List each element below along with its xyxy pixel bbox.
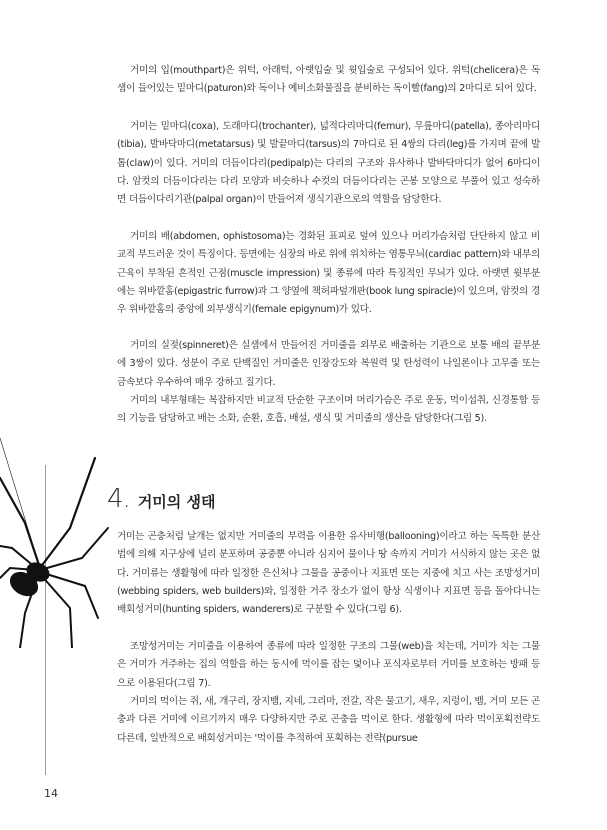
section-heading: [107, 484, 216, 514]
paragraph-mouthpart: 거미의 입(mouthpart)은 위턱, 아래턱, 아랫입술 및 윗입술로 구성되어 있다. 위턱(chelicera)은 독샘이 들어있는 밑마디(paturon)와 독이나 예비소화물질을 분비하는 독이빨(fang)의 2마디로 되어 있다.: [117, 65, 540, 95]
section-title: 거미의 생태: [137, 493, 216, 511]
page-number: 14: [44, 787, 58, 800]
paragraph-internal: 거미의 내부형태는 복잡하지만 비교적 단순한 구조이며 머리가슴은 주로 운동, 먹이섭취, 신경통합 등의 기능을 담당하고 배는 소화, 순환, 호흡, 배설, 생식 및 거미줄의 생산을 담당한다(그림 5).: [117, 395, 540, 425]
paragraph-prey: 거미의 먹이는 쥐, 새, 개구리, 장지뱀, 지네, 그리마, 전갈, 작은 물고기, 새우, 지렁이, 뱀, 거미 모든 곤충과 다른 거미에 이르기까지 매우 다양하지만 주로 곤충을 먹이로 한다. 생활형에 따라 먹이포획전략도 다른데, 일반적으로 배회성거미는 '먹이를 추적하여 포획하는 전략(pursue: [117, 696, 540, 744]
section-number: 4.: [107, 484, 130, 514]
paragraph-ecology: 거미는 곤충처럼 날개는 없지만 거미줄의 부력을 이용한 유사비행(ballooning)이라고 하는 독특한 분산법에 의해 지구상에 널리 분포하며 공중뿐 아니라 심지어 물이나 땅 속까지 거미가 서식하지 않는 곳은 없다. 거미류는 생활형에 따라 일정한 은신처나 그물을 공중이나 지표면 또는 지중에 치고 사는 조망성거미(webbing spiders, web builders)와, 일정한 거주 장소가 없이 항상 식생이나 지표면 등을 돌아다니는 배회성거미(hunting spiders, wanderers)로 구분할 수 있다(그림 6).: [117, 531, 540, 616]
paragraph-abdomen: 거미의 배(abdomen, ophistosoma)는 경화된 표피로 덮여 있으나 머리가슴처럼 단단하지 않고 비교적 부드러운 것이 특징이다. 등면에는 심장의 바로 위에 위치하는 염통무늬(cardiac pattern)와 내부의 근육이 부착된 흔적인 근점(muscle impression) 및 종류에 따라 특징적인 무늬가 있다. 아랫면 윗부분에는 위바깥홈(epigastric furrow)과 그 양옆에 책허파덮개판(book lung spiracle)이 있으며, 암컷의 경우 위바깥홈의 중앙에 외부생식기(female epigynum)가 있다.: [117, 231, 540, 316]
paragraph-legs: 거미는 밑마디(coxa), 도래마디(trochanter), 넓적다리마디(femur), 무릎마디(patella), 종아리마디(tibia), 발바닥마디(metatarsus) 및 발끝마디(tarsus)의 7마디로 된 4쌍의 다리(leg)를 가지며 끝에 발톱(claw)이 있다. 거미의 더듬이다리(pedipalp)는 다리의 구조와 유사하나 발바닥마디가 없어 6마디이다. 암컷의 더듬이다리는 다리 모양과 비슷하나 수컷의 더듬이다리는 곤봉 모양으로 부풀어 있고 성숙하면 더듬이다리기관(palpal organ)이 만들어져 생식기관으로의 역할을 담당한다.: [117, 121, 540, 206]
spider-icon: [0, 418, 110, 648]
paragraph-spinneret: 거미의 실젖(spinneret)은 실샘에서 만들어진 거미줄을 외부로 배출하는 기관으로 보통 배의 끝부분에 3쌍이 있다. 성분이 주로 단백질인 거미줄은 인장강도와 복원력 및 탄성력이 나일론이나 고무줄 또는 금속보다 우수하여 매우 강하고 질기다.: [117, 340, 540, 388]
paragraph-web-spiders: 조망성거미는 거미줄을 이용하여 종류에 따라 일정한 구조의 그물(web)을 치는데, 거미가 치는 그물은 거미가 거주하는 집의 역할을 하는 동시에 먹이를 잡는 덫이나 포식자로부터 거미를 보호하는 방패 등으로 이용된다(그림 7).: [117, 641, 540, 689]
